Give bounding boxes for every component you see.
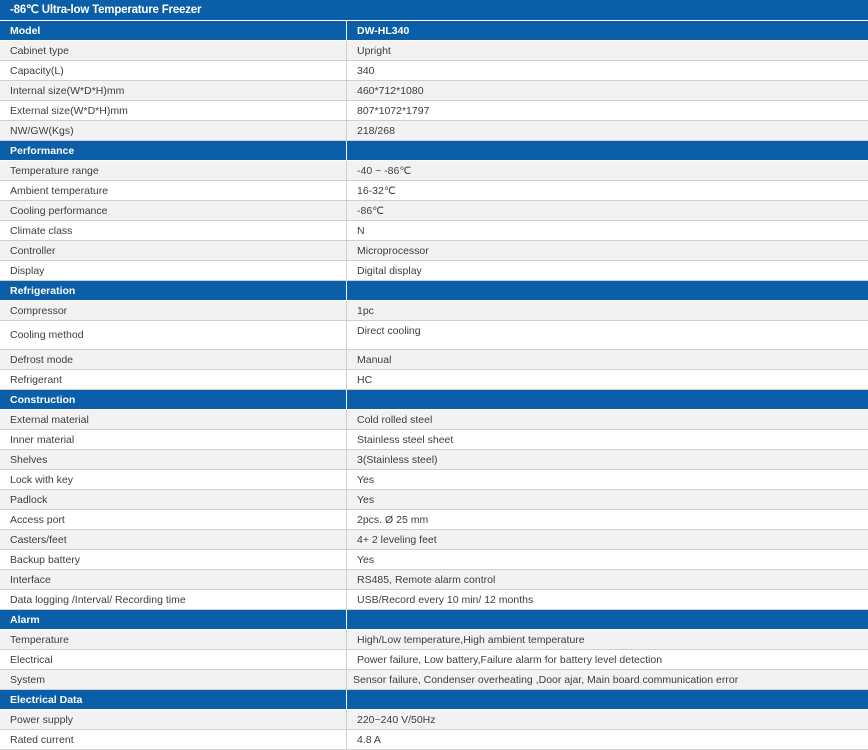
section-header [0, 610, 868, 630]
spec-label: Display [0, 261, 347, 280]
spec-label: Backup battery [0, 550, 347, 569]
table-row [0, 430, 868, 450]
spec-label: Cooling method [0, 321, 347, 349]
table-row [0, 550, 868, 570]
spec-value: Microprocessor [357, 244, 429, 257]
spec-value: USB/Record every 10 min/ 12 months [357, 593, 534, 606]
spec-value: -40 ~ -86℃ [357, 164, 412, 177]
spec-label: Defrost mode [0, 350, 347, 369]
table-row [0, 650, 868, 670]
spec-label: Ambient temperature [0, 181, 347, 200]
spec-value: 220~240 V/50Hz [357, 713, 436, 726]
spec-label: Capacity(L) [0, 61, 347, 80]
spec-label: Access port [0, 510, 347, 529]
table-row [0, 301, 868, 321]
spec-value: Direct cooling [357, 325, 421, 337]
section-label: Model [0, 21, 347, 40]
spec-value: 807*1072*1797 [357, 104, 430, 117]
table-row [0, 101, 868, 121]
spec-label: Rated current [0, 730, 347, 749]
section-value [347, 141, 868, 160]
spec-label: External material [0, 410, 347, 429]
section-label: Electrical Data [0, 690, 347, 709]
spec-value: -86℃ [357, 204, 384, 217]
table-row [0, 41, 868, 61]
spec-value: Stainless steel sheet [357, 433, 454, 446]
spec-value: Sensor failure, Condenser overheating ,Door ajar, Main board communication error [353, 673, 739, 686]
table-row [0, 350, 868, 370]
section-value [347, 281, 868, 300]
spec-value: 340 [357, 64, 375, 77]
spec-label: Climate class [0, 221, 347, 240]
table-row [0, 181, 868, 201]
spec-value: HC [357, 373, 373, 386]
spec-value: 1pc [357, 304, 374, 317]
table-row [0, 490, 868, 510]
spec-label: Inner material [0, 430, 347, 449]
table-row [0, 730, 868, 750]
table-row [0, 321, 868, 350]
spec-value: Digital display [357, 264, 422, 277]
spec-label: Temperature range [0, 161, 347, 180]
section-label: Construction [0, 390, 347, 409]
spec-value: Yes [357, 473, 375, 486]
spec-value: Upright [357, 44, 391, 57]
spec-label: Power supply [0, 710, 347, 729]
table-row [0, 221, 868, 241]
spec-label: System [0, 670, 347, 689]
table-row [0, 530, 868, 550]
section-header [0, 390, 868, 410]
spec-label: Internal size(W*D*H)mm [0, 81, 347, 100]
spec-value: Cold rolled steel [357, 413, 433, 426]
spec-label: Electrical [0, 650, 347, 669]
spec-value: 2pcs. Ø 25 mm [357, 513, 429, 526]
spec-value: Manual [357, 353, 392, 366]
section-value [347, 390, 868, 409]
spec-label: Cabinet type [0, 41, 347, 60]
spec-label: External size(W*D*H)mm [0, 101, 347, 120]
table-row [0, 370, 868, 390]
table-row [0, 261, 868, 281]
section-header [0, 141, 868, 161]
spec-label: NW/GW(Kgs) [0, 121, 347, 140]
table-row [0, 630, 868, 650]
table-row [0, 410, 868, 430]
spec-value: 460*712*1080 [357, 84, 424, 97]
spec-value: Power failure, Low battery,Failure alarm for battery level detection [357, 653, 663, 666]
table-row [0, 470, 868, 490]
section-header [0, 690, 868, 710]
spec-value: 218/268 [357, 124, 395, 137]
spec-label: Temperature [0, 630, 347, 649]
section-header [0, 21, 868, 41]
spec-label: Padlock [0, 490, 347, 509]
table-row [0, 81, 868, 101]
table-row [0, 590, 868, 610]
table-row [0, 670, 868, 690]
spec-value: 3(Stainless steel) [357, 453, 438, 466]
spec-label: Interface [0, 570, 347, 589]
spec-label: Data logging /Interval/ Recording time [0, 590, 347, 609]
table-row [0, 241, 868, 261]
section-value: DW-HL340 [357, 24, 410, 37]
spec-value: N [357, 224, 365, 237]
section-value [347, 610, 868, 629]
spec-value: 4+ 2 leveling feet [357, 533, 437, 546]
spec-value: Yes [357, 493, 375, 506]
spec-value: 16-32℃ [357, 184, 396, 197]
table-row [0, 161, 868, 181]
table-row [0, 450, 868, 470]
section-header [0, 281, 868, 301]
spec-label: Controller [0, 241, 347, 260]
section-value [347, 690, 868, 709]
section-label: Performance [0, 141, 347, 160]
section-label: Alarm [0, 610, 347, 629]
spec-value: Yes [357, 553, 375, 566]
spec-label: Casters/feet [0, 530, 347, 549]
spec-label: Cooling performance [0, 201, 347, 220]
table-body [0, 21, 868, 750]
table-row [0, 121, 868, 141]
table-row [0, 510, 868, 530]
spec-value: High/Low temperature,High ambient temperature [357, 633, 585, 646]
spec-label: Lock with key [0, 470, 347, 489]
table-title: -86℃ Ultra-low Temperature Freezer [0, 0, 868, 21]
spec-label: Compressor [0, 301, 347, 320]
spec-label: Refrigerant [0, 370, 347, 389]
table-row [0, 61, 868, 81]
section-label: Refrigeration [0, 281, 347, 300]
spec-value: RS485, Remote alarm control [357, 573, 496, 586]
spec-value: 4.8 A [357, 733, 381, 746]
table-row [0, 710, 868, 730]
spec-label: Shelves [0, 450, 347, 469]
table-row [0, 201, 868, 221]
table-row [0, 570, 868, 590]
